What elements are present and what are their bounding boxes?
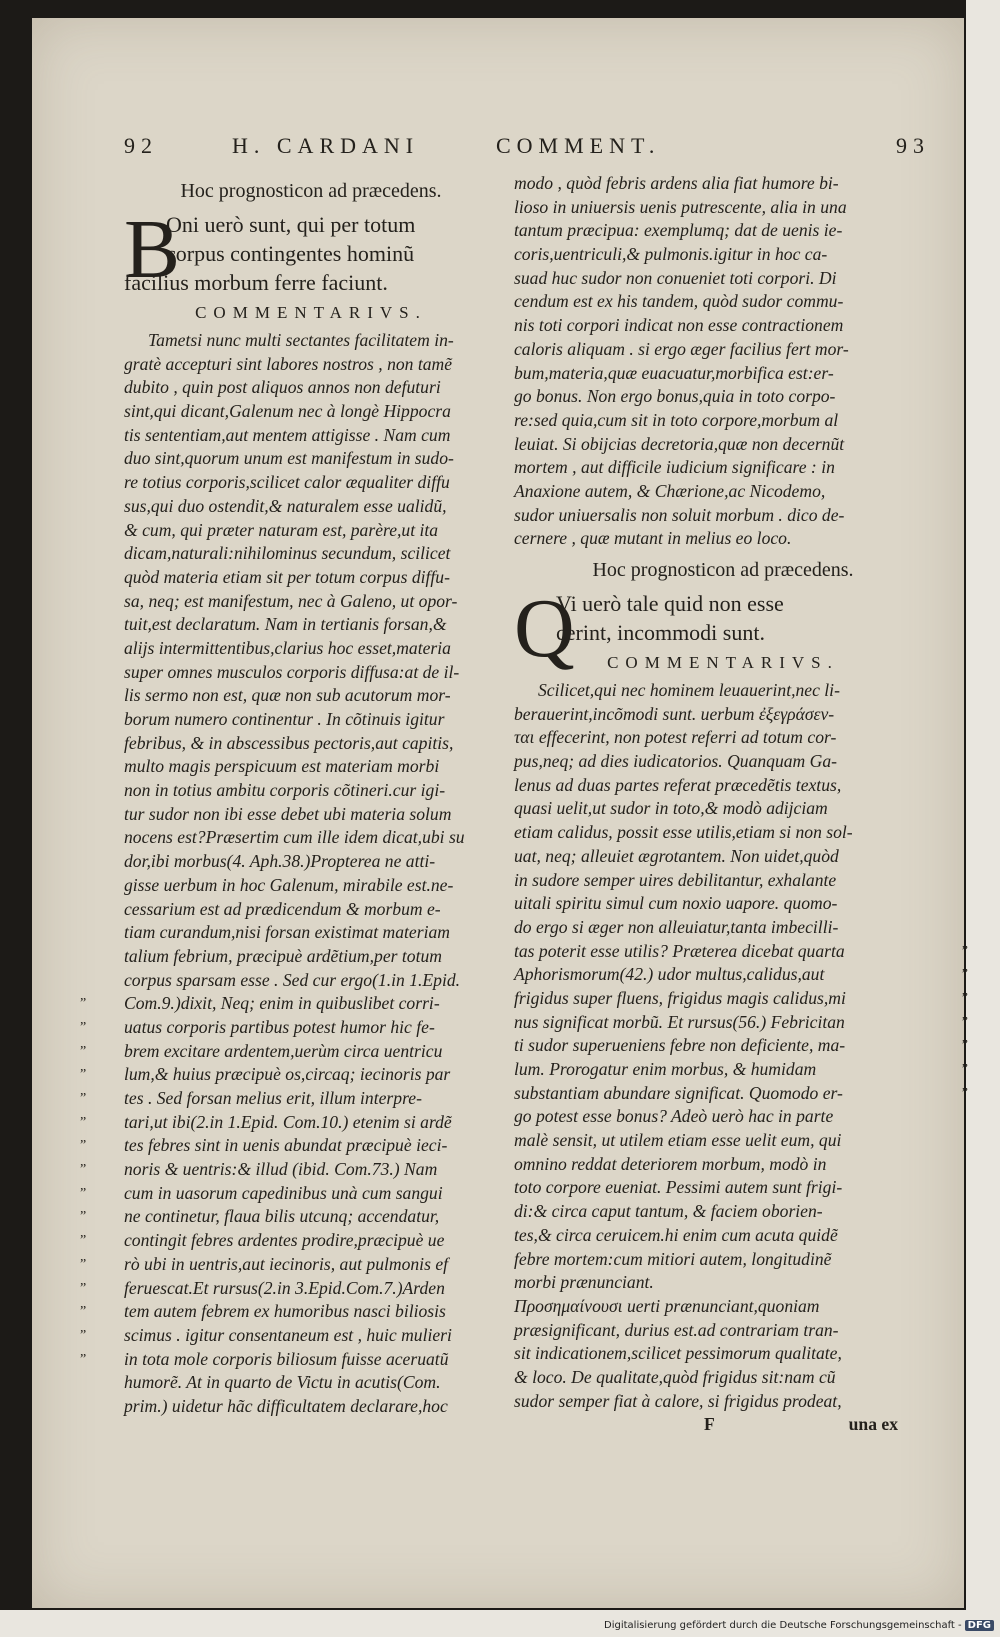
marginal-quote-mark: ”	[961, 1014, 968, 1030]
text-line: brem excitare ardentem,uerùm circa uentricu ”	[124, 1040, 498, 1064]
marginal-quote-mark: ”	[80, 1162, 87, 1178]
text-line: tem autem febrem ex humoribus nasci biliosis ”	[124, 1300, 498, 1324]
text-line: rò ubi in uentris,aut iecinoris, aut pulmonis ef ”	[124, 1253, 498, 1277]
text-line: gratè accepturi sint labores nostros , non tamẽ	[124, 353, 453, 374]
text-line: lioso in uniuersis uenis putrescente, alia in una	[514, 196, 847, 217]
text-line: berauerint,incõmodi sunt. uerbum ἐξεγράσεν-	[514, 703, 835, 724]
running-title-right: COMMENT.	[496, 133, 661, 158]
marginal-quote-mark: ”	[80, 1351, 87, 1367]
running-header	[124, 133, 930, 169]
marginal-quote-mark: ”	[80, 1091, 87, 1106]
text-line: tes,& circa ceruicem.hi enim cum acuta quidẽ	[514, 1224, 838, 1245]
text-line: præsignificant, durius est.ad contrariam tran-	[514, 1319, 839, 1340]
aphorism-block	[124, 203, 498, 297]
text-line: & cum, qui præter naturam est, parère,ut ita	[124, 519, 439, 540]
text-line: borum numero continentur . In cõtinuis igitur	[124, 709, 445, 729]
aphorism-line: facilius morbum ferre faciunt.	[124, 270, 388, 295]
text-line: caloris aliquam . si ergo æger facilius fert mor-	[514, 338, 849, 359]
marginal-quote-mark: ”	[961, 943, 968, 959]
text-line: Anaxione autem, & Chærione,ac Nicodemo,	[514, 480, 826, 501]
text-line: febribus, & in abscessibus pectoris,aut capitis,	[124, 732, 454, 753]
text-line: lum,& huius præcipuè os,circaq; iecinoris par ”	[124, 1063, 498, 1087]
text-line: suad huc sudor non conueniet toti corpori. Di	[514, 267, 837, 288]
text-line: coris,uentriculi,& pulmonis.igitur in hoc ca-	[514, 244, 828, 265]
text-line: re totius corporis,scilicet calor æqualiter diffu	[124, 472, 450, 493]
text-line: toto corpore eueniat. Pessimi autem sunt frigi-	[514, 1177, 843, 1198]
text-line: dor,ibi morbus(4. Aph.38.)Propterea ne atti-	[124, 851, 436, 872]
text-line: malè sensit, ut utilem etiam esse uelit eum, qui	[514, 1130, 842, 1151]
dfg-logo: DFG	[965, 1620, 994, 1631]
text-line: tari,ut ibi(2.in 1.Epid. Com.10.) etenim si ardẽ ”	[124, 1111, 498, 1135]
text-line: febre mortem:cum mitiori autem, longitudinẽ	[514, 1248, 832, 1269]
marginal-quote-mark: ”	[80, 1233, 87, 1249]
text-line: Com.9.)dixit, Neq; enim in quibuslibet corri- ”	[124, 992, 498, 1016]
text-line: leuiat. Si obijcias decretoria,quæ non decernũt	[514, 433, 845, 454]
text-line: ti sudor superueniens febre non deficiente, ma- ”	[514, 1034, 932, 1058]
text-line: lum. Prorogatur enim morbus, & humidam ”	[514, 1058, 932, 1082]
signature-mark: F	[704, 1414, 715, 1435]
text-line: do ergo si æger non alleuiatur,tanta imbecilli-	[514, 916, 839, 937]
marginal-quote-mark: ”	[80, 1114, 87, 1130]
page-number-right: 93	[896, 133, 930, 158]
text-line: go potest esse bonus? Adeò uerò hac in parte	[514, 1106, 834, 1127]
text-line: bum,materia,quæ euacuatur,morbifica est:er-	[514, 362, 834, 383]
commentarius-heading: COMMENTARIVS.	[195, 303, 427, 322]
text-line: scimus . igitur consentaneum est , huic mulieri ”	[124, 1324, 498, 1348]
text-line: ne continetur, flaua bilis utcunq; accendatur, ”	[124, 1205, 498, 1229]
text-line: in tota mole corporis biliosum fuisse aceruatũ ”	[124, 1348, 498, 1372]
marginal-quote-mark: ”	[80, 1280, 87, 1296]
text-line: frigidus super fluens, frigidus magis calidus,mi ”	[514, 987, 932, 1011]
marginal-quote-mark: ”	[961, 1085, 968, 1101]
marginal-quote-mark: ”	[80, 1043, 87, 1059]
page-number-left: 92	[124, 133, 158, 158]
text-line: cum in uasorum capedinibus unà cum sangui ”	[124, 1182, 498, 1206]
aphorism-heading: Hoc prognosticon ad præcedens.	[180, 180, 442, 202]
text-line: alijs intermittentibus,clarius hoc esset,materia	[124, 637, 451, 658]
text-line: tiam curandum,nisi forsan existimat materiam	[124, 922, 450, 943]
text-line: nis toti corpori indicat non esse contractionem	[514, 315, 844, 336]
commentarius-heading: COMMENTARIVS.	[607, 653, 839, 672]
text-line: super omnes musculos corporis diffusa:at de il-	[124, 661, 460, 682]
aphorism-line: Vi uerò tale quid non esse	[556, 591, 784, 616]
text-line: sa, neq; est manifestum, nec à Galeno, ut opor-	[124, 590, 458, 611]
aphorism-line: corpus contingentes hominũ	[166, 241, 415, 266]
text-line: sudor semper fiat à calore, si frigidus prodeat,	[514, 1390, 842, 1411]
marginal-quote-mark: ”	[80, 1209, 87, 1225]
text-line: talium febrium, præcipuè ardẽtium,per totum	[124, 945, 442, 966]
text-line: sint,qui dicant,Galenum nec à longè Hippocra	[124, 401, 451, 422]
text-line: & loco. De qualitate,quòd frigidus sit:nam cũ	[514, 1366, 836, 1387]
text-line: substantiam abundare significat. Quomodo er- ”	[514, 1082, 932, 1106]
marginal-quote-mark: ”	[961, 990, 968, 1006]
marginal-quote-mark: ”	[80, 1327, 87, 1343]
text-line: quòd materia etiam sit per totum corpus diffu-	[124, 566, 450, 587]
marginal-quote-mark: ”	[80, 1138, 87, 1154]
text-line: contingit febres ardentes prodire,præcipuè ue ”	[124, 1229, 498, 1253]
catchword: una ex	[848, 1414, 898, 1435]
text-line: tuit,est declaratum. Nam in tertianis forsan,&	[124, 614, 447, 635]
left-column	[80, 172, 498, 1419]
text-line: dubito , quin post aliquos annos non defuturi	[124, 377, 441, 398]
text-line: tas poterit esse utilis? Præterea dicebat quarta ”	[514, 940, 932, 964]
text-line: tes febres sint in uenis abundat præcipuè ieci- ”	[124, 1134, 498, 1158]
text-line: Scilicet,qui nec hominem leuauerint,nec li-	[538, 680, 840, 700]
drop-initial: B	[124, 203, 181, 296]
marginal-quote-mark: ”	[961, 967, 968, 983]
text-line: multo magis perspicuum est materiam morbi	[124, 756, 440, 777]
text-line: cernere , quæ mutant in melius eo loco.	[514, 528, 792, 549]
text-line: pus,neq; ad dies iudicatorios. Quanquam Ga-	[514, 751, 838, 772]
text-line: modo , quòd febris ardens alia fiat humore bi-	[514, 173, 839, 193]
text-line: cendum est ex his tandem, quòd sudor commu-	[514, 291, 844, 312]
aphorism-heading: Hoc prognosticon ad præcedens.	[592, 559, 854, 581]
text-line: re:sed quia,cum sit in toto corpore,morbum al	[514, 409, 839, 430]
text-line: cessarium est ad prædicendum & morbum e-	[124, 898, 441, 919]
text-line: lis sermo non est, quæ non sub acutorum mor-	[124, 685, 451, 706]
text-line: sus,qui duo ostendit,& naturalem esse ualidũ,	[124, 495, 447, 516]
text-line: tis sententiam,aut mentem attigisse . Nam cum	[124, 424, 451, 445]
text-line: noris & uentris:& illud (ibid. Com.73.) Nam ”	[124, 1158, 498, 1182]
text-line: ται effecerint, non potest referri ad totum cor-	[514, 727, 837, 748]
aphorism-line: Oni uerò sunt, qui per totum	[166, 212, 416, 237]
marginal-quote-mark: ”	[961, 1038, 968, 1054]
marginal-quote-mark: ”	[80, 996, 87, 1012]
text-line: uatus corporis partibus potest humor hic fe- ”	[124, 1016, 498, 1040]
text-line: Tametsi nunc multi sectantes facilitatem in-	[148, 330, 454, 350]
text-line: prim.) uidetur hãc difficultatem declarare,hoc	[124, 1395, 448, 1416]
credit-text: Digitalisierung gefördert durch die Deutsche Forschungsgemeinschaft -	[604, 1620, 962, 1631]
text-line: corpus sparsam esse . Sed cur ergo(1.in 1.Epid.	[124, 969, 461, 990]
text-line: mortem , aut difficile iudicium significare : in	[514, 457, 835, 478]
text-line: uat, neq; alleuiet ægrotantem. Non uidet,quòd	[514, 845, 839, 866]
text-line: morbi prænunciant.	[514, 1272, 654, 1293]
marginal-quote-mark: ”	[80, 1185, 87, 1201]
running-title-left: H. CARDANI	[232, 133, 420, 158]
text-line: omnino reddat deteriorem morbum, modò in	[514, 1153, 827, 1174]
aphorism-line: cerint, incommodi sunt.	[556, 620, 765, 645]
text-line: in sudore semper uires debilitantur, exhalante	[514, 869, 837, 890]
text-line: tantum præcipua: exemplumq; dat de uenis ie-	[514, 220, 843, 241]
text-line: nocens est?Præsertim cum ille idem dicat,ubi su	[124, 827, 465, 848]
text-line: dicam,naturali:nihilominus secundum, scilicet	[124, 543, 451, 564]
text-line: non in totius ambitu corporis cõtineri.cur igi-	[124, 780, 446, 801]
text-line: lenus ad duas partes referat præcedẽtis textus,	[514, 774, 842, 795]
marginal-quote-mark: ”	[80, 1256, 87, 1272]
text-line: tes . Sed forsan melius erit, illum interpre- ”	[124, 1087, 498, 1111]
digitization-credit	[604, 1620, 994, 1631]
marginal-quote-mark: ”	[961, 1062, 968, 1077]
right-column	[514, 172, 968, 1437]
text-line: tur sudor non ibi esse debet ubi materia solum	[124, 803, 452, 824]
text-line: humorẽ. At in quarto de Victu in acutis(Com.	[124, 1372, 441, 1393]
text-line: duo sint,quorum unum est manifestum in sudo-	[124, 448, 454, 469]
marginal-quote-mark: ”	[80, 1067, 87, 1083]
drop-initial: Q	[514, 582, 575, 675]
text-line: uitali spiritu simul cum noxio uapore. quomo-	[514, 893, 838, 914]
marginal-quote-mark: ”	[80, 1019, 87, 1035]
text-line: feruescat.Et rursus(2.in 3.Epid.Com.7.)Arden ”	[124, 1277, 498, 1301]
text-line: Aphorismorum(42.) udor multus,calidus,aut ”	[514, 963, 932, 987]
text-line: etiam calidus, possit esse utilis,etiam si non sol-	[514, 822, 853, 843]
text-line: nus significat morbũ. Et rursus(56.) Febricitan ”	[514, 1011, 932, 1035]
text-line: sit indicationem,scilicet pessimorum qualitate,	[514, 1343, 842, 1364]
text-line: sudor uniuersalis non soluit morbum . dico de-	[514, 504, 845, 525]
text-line: go bonus. Non ergo bonus,quia in toto corpo-	[514, 386, 836, 407]
book-page	[32, 18, 968, 1608]
text-line: Προσημαίνουσι uerti prænunciant,quoniam	[514, 1295, 820, 1316]
text-line: quasi uelit,ut sudor in toto,& modò adijciam	[514, 798, 828, 819]
text-line: gisse uerbum in hoc Galenum, mirabile est.ne-	[124, 874, 454, 895]
marginal-quote-mark: ”	[80, 1304, 87, 1320]
signature-line	[514, 1413, 932, 1437]
text-line: di:& circa caput tantum, & faciem oborien-	[514, 1201, 823, 1222]
